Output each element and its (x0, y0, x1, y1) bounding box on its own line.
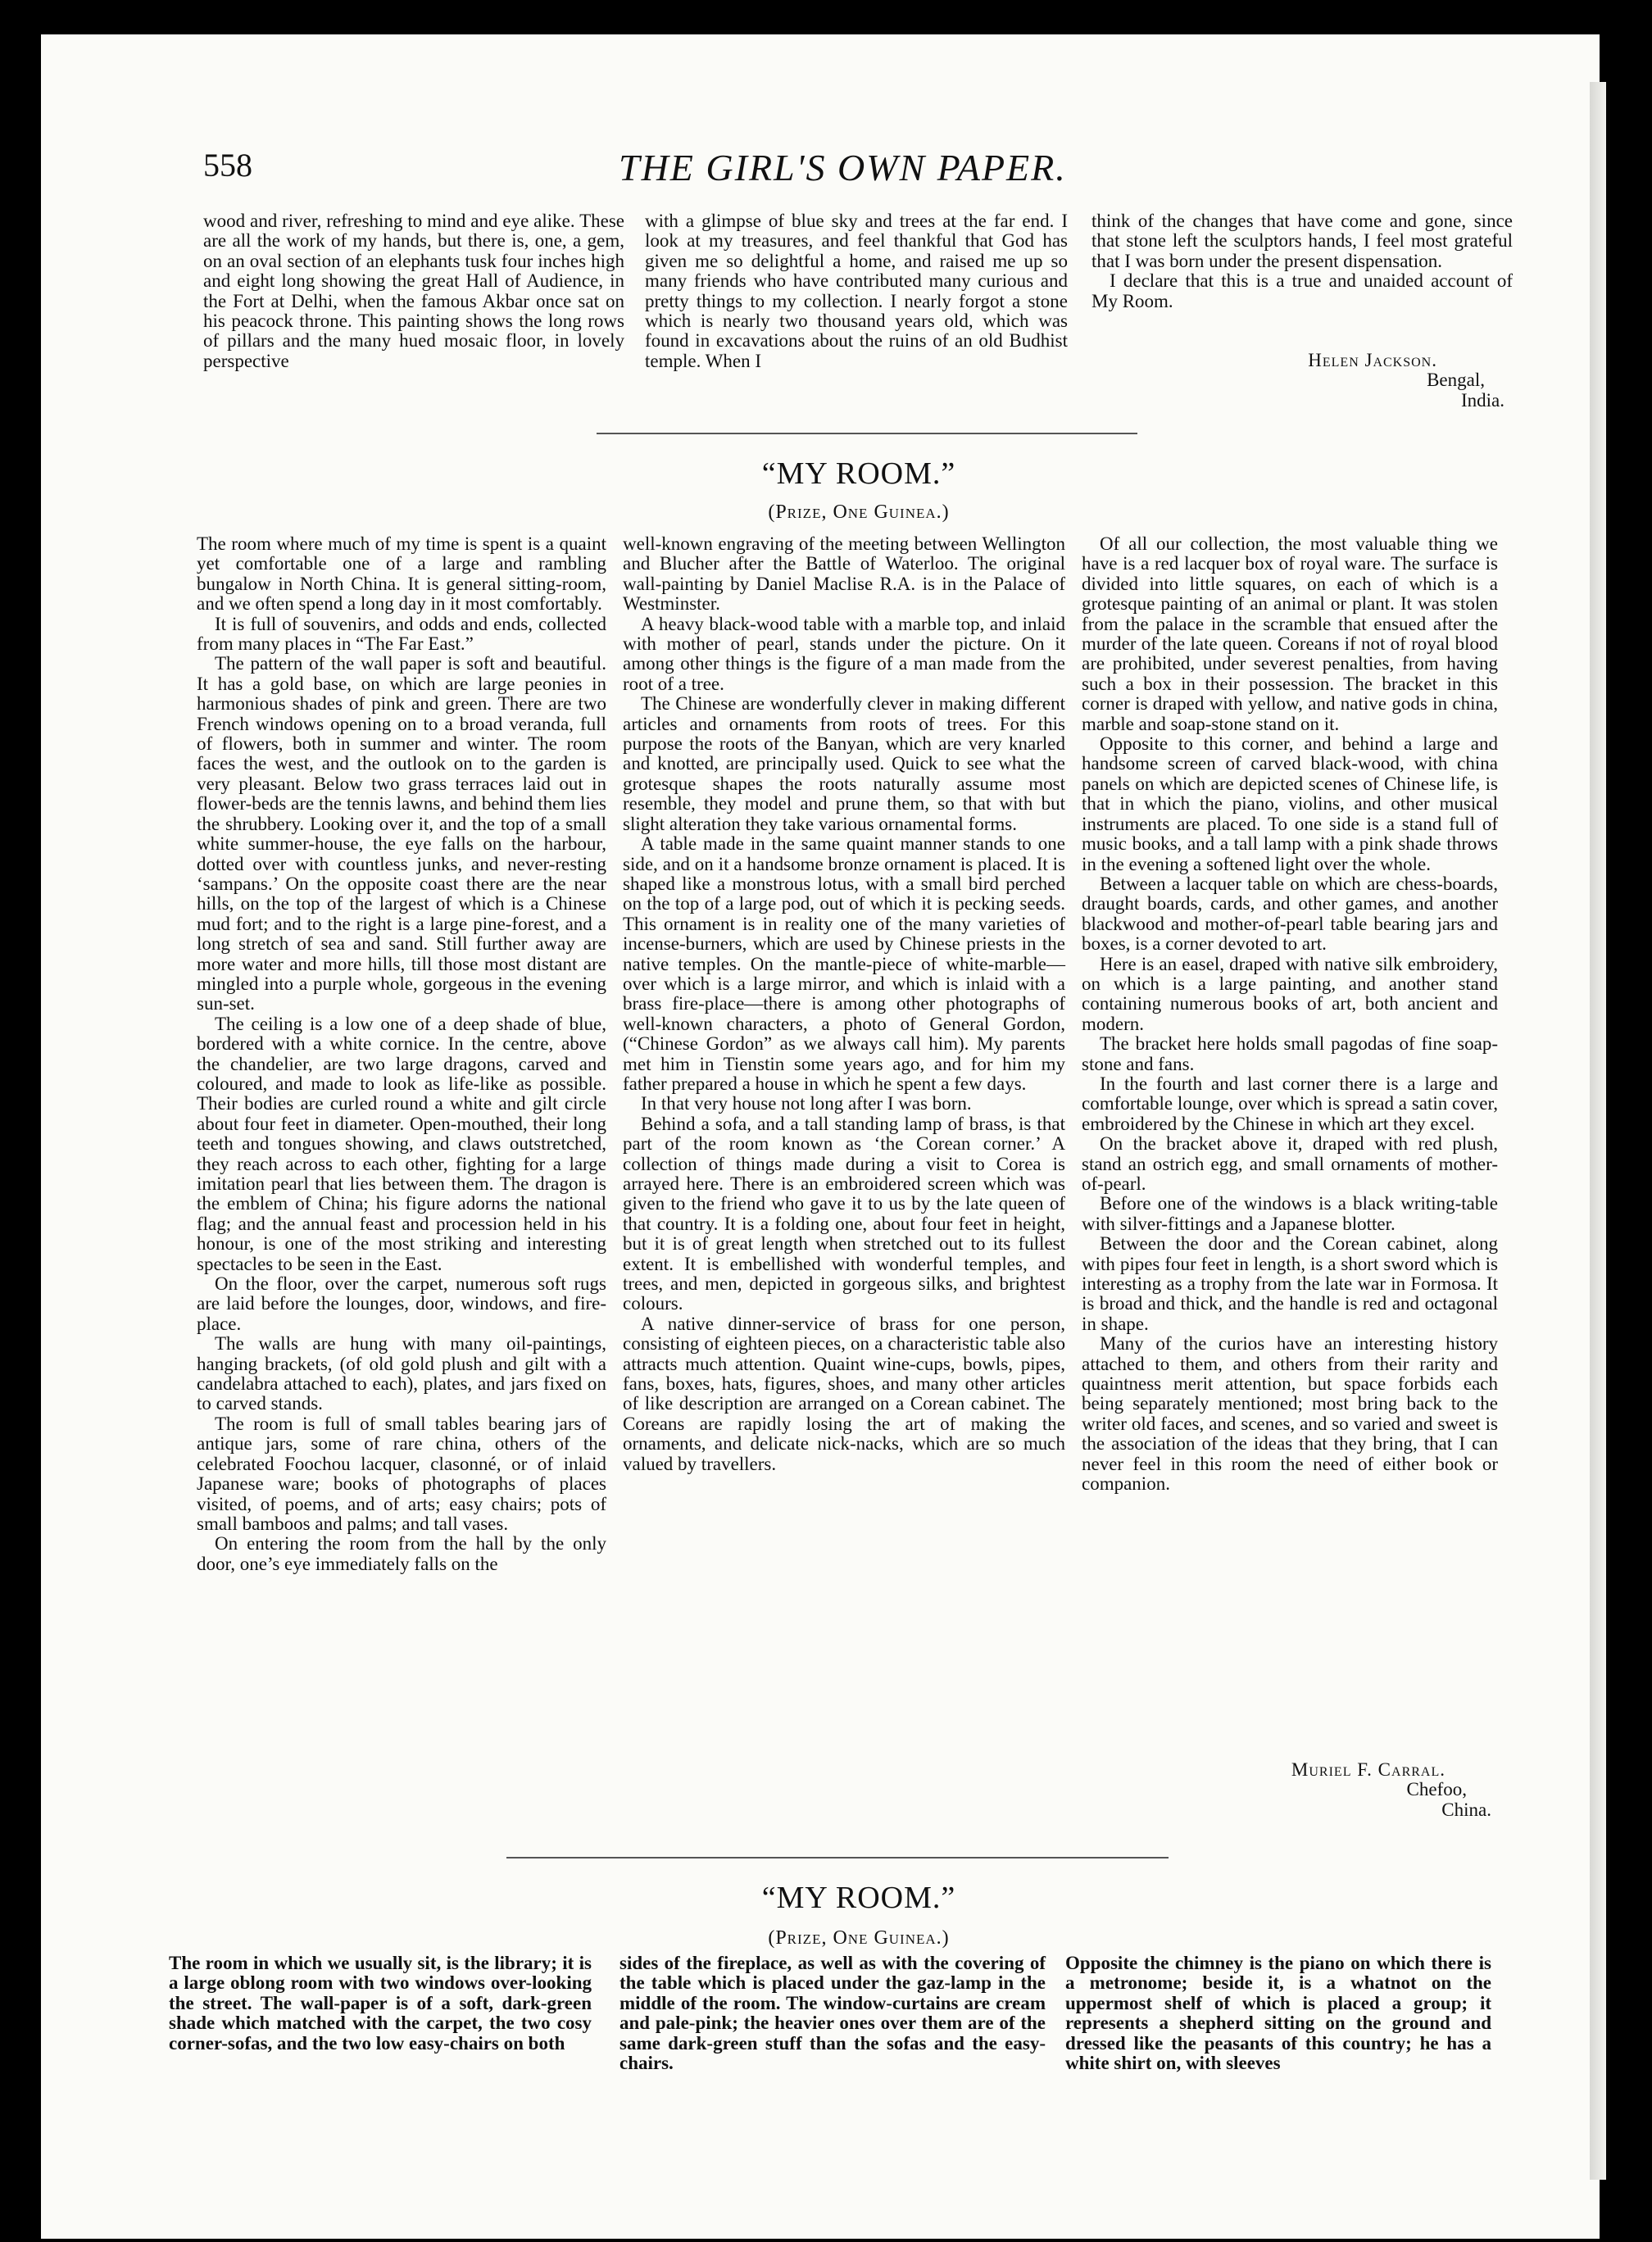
paragraph: The bracket here holds small pagodas of fine soap-stone and fans. (1082, 1033, 1498, 1074)
paragraph: On the floor, over the carpet, numerous soft rugs are laid before the lounges, door, windows, and fire-place. (197, 1273, 606, 1334)
running-title: THE GIRL'S OWN PAPER. (619, 147, 1067, 188)
paragraph: In that very house not long after I was born. (641, 1093, 972, 1114)
author-country: India. (1460, 389, 1504, 411)
signature-muriel-carral (1082, 1760, 1491, 1820)
paragraph: On the bracket above it, draped with red plush, stand an ostrich egg, and small ornaments of mother-of-pearl. (1082, 1133, 1498, 1194)
paragraph: Before one of the windows is a black writing-table with silver-fittings and a Japanese blotter. (1082, 1193, 1498, 1234)
author-country: China. (1441, 1799, 1491, 1820)
author-name: Muriel F. Carral. (1291, 1759, 1446, 1780)
paragraph: Behind a sofa, and a tall standing lamp of brass, is that part of the room known as ‘the Corean corner.’ A collection of things made during a visit to Corea is arrayed here. There is an embroidered screen which was given to the friend who gave it to us by the late queen of that country. It is a folding one, about four feet in height, but it is of great length when stretched out to its fullest extent. It is embellished with wonderful temples, and trees, and men, depicted in gorgeous silks, and brightest colours. (623, 1113, 1065, 1314)
paragraph: The ceiling is a low one of a deep shade of blue, bordered with a white cornice. In the centre, above the chandelier, are two large dragons, carved and coloured, and made to look as life-like as possible. Their bodies are curled round a white and gilt circle about four feet in diameter. Open-mouthed, their long teeth and tongues showing, and claws outstretched, they reach across to each other, fighting for a large imitation pearl that lies between them. The dragon is the emblem of China; his figure adorns the national flag; and the annual feast and procession held in his honour, is one of the most striking and interesting spectacles to be seen in the East. (197, 1013, 606, 1274)
paragraph: think of the changes that have come and gone, since that stone left the sculptors hands, I feel most grateful that I was born under the present dispensation. (1092, 211, 1513, 271)
paragraph: Here is an easel, draped with native silk embroidery, on which is a large painting, and another stand containing numerous books of art, both ancient and modern. (1082, 953, 1498, 1034)
top-column-3 (1092, 211, 1513, 311)
paragraph: In the fourth and last corner there is a large and comfortable lounge, over which is spread a satin cover, embroidered by the Chinese in which art they excel. (1082, 1073, 1498, 1134)
article-prize: (Prize, One Guinea.) (768, 502, 950, 523)
paragraph: Between the door and the Corean cabinet, along with pipes four feet in length, is a short sword which is interesting as a trophy from the late war in Formosa. It is broad and thick, and the handle is red and octagonal in shape. (1082, 1233, 1498, 1334)
author-name: Helen Jackson. (1308, 350, 1437, 370)
article-column-1 (169, 1954, 592, 2054)
author-place: Bengal, (1427, 370, 1485, 391)
article-title: “MY ROOM.” (761, 456, 956, 491)
paragraph: Opposite the chimney is the piano on which there is a metronome; beside it, is a whatnot on the uppermost shelf of which is placed a group; it represents a shepherd sitting on the ground and dressed like the peasants of this country; he has a white shirt on, with sleeves (1065, 1953, 1491, 2074)
paragraph: I declare that this is a true and unaided account of My Room. (1092, 270, 1513, 311)
article-column-2 (620, 1954, 1046, 2073)
article-column-2 (623, 534, 1065, 1474)
paragraph: The Chinese are wonderfully clever in making different articles and ornaments from roots of trees. For this purpose the roots of the Banyan, which are very knarled and knotted, are principally used. Quick to see what the grotesque shapes the roots naturally assume most resemble, they model and prune them, so that with but slight alteration they take various ornamental forms. (623, 693, 1065, 834)
paragraph: Between a lacquer table on which are chess-boards, draught boards, cards, and other games, and another blackwood and mother-of-pearl table bearing jars and boxes, is a corner devoted to art. (1082, 873, 1498, 955)
article-prize: (Prize, One Guinea.) (768, 1927, 950, 1949)
paragraph: It is full of souvenirs, and odds and ends, collected from many places in “The Far East.” (197, 613, 606, 655)
page-edge (1590, 82, 1606, 2180)
article-column-3 (1065, 1954, 1491, 2073)
paragraph: The room in which we usually sit, is the library; it is a large oblong room with two windows over-looking the street. The wall-paper is of a soft, dark-green shade which matched with the carpet, the two cosy corner-sofas, and the two low easy-chairs on both (169, 1953, 592, 2054)
paragraph: The room where much of my time is spent is a quaint yet comfortable one of a large and rambling bungalow in North China. It is general sitting-room, and we often spend a long day in it most comfortably. (197, 533, 606, 615)
top-column-2 (645, 211, 1068, 371)
divider-rule (506, 1857, 1169, 1858)
author-place: Chefoo, (1406, 1779, 1467, 1800)
page-number: 558 (203, 147, 252, 184)
paragraph: The room is full of small tables bearing jars of antique jars, some of rare china, others of the celebrated Foochou lacquer, clasonné, or of inlaid Japanese ware; books of photographs of places visited, of poems, and of arts; easy chairs; pots of small bamboos and palms; and tall vases. (197, 1413, 606, 1534)
paragraph: A native dinner-service of brass for one person, consisting of eighteen pieces, on a characteristic table also attracts much attention. Quaint wine-cups, bowls, pipes, fans, boxes, hats, figures, shoes, and many other articles of like description are arranged on a Corean cabinet. The Coreans are rapidly losing the art of making the ornaments, and delicate nick-nacks, which are so much valued by travellers. (623, 1313, 1065, 1474)
paragraph: wood and river, refreshing to mind and eye alike. These are all the work of my hands, but there is, one, a gem, on an oval section of an elephants tusk four inches high and eight long showing the great Hall of Audience, in the Fort at Delhi, when the famous Akbar once sat on his peacock throne. This painting shows the long rows of pillars and the many hued mosaic floor, in lovely perspective (203, 211, 624, 371)
paragraph: Opposite to this corner, and behind a large and handsome screen of carved black-wood, with china panels on which are depicted scenes of Chinese life, is that in which the piano, violins, and other musical instruments are placed. To one side is a stand full of music books, and a tall lamp with a pink shade throws in the evening a softened light over the whole. (1082, 733, 1498, 874)
paragraph: A table made in the same quaint manner stands to one side, and on it a handsome bronze ornament is placed. It is shaped like a monstrous lotus, with a small bird perched on the top of a large pod, out of which it is pecking seeds. This ornament is in reality one of the many varieties of incense-burners, which are used by Chinese priests in the native temples. On the mantle-piece of white-marble—over which is a large mirror, and which is inlaid with a brass fire-place—there is among other photographs of well-known characters, a photo of General Gordon, (“Chinese Gordon” as we always call him). My parents met him in Tienstin some years ago, and for him my father prepared a house in which he spent a few days. (623, 833, 1065, 1094)
paragraph: Of all our collection, the most valuable thing we have is a red lacquer box of royal ware. The surface is divided into little squares, on each of which is a grotesque painting of an animal or plant. It was stolen from the palace in the scramble that ensued after the murder of the late queen. Coreans if not of royal blood are prohibited, under severest penalties, from having such a box in their possession. The bracket in this corner is draped with yellow, and native gods in china, marble and soap-stone stand on it. (1082, 533, 1498, 734)
top-column-1 (203, 211, 624, 371)
paragraph: sides of the fireplace, as well as with the covering of the table which is placed under the gaz-lamp in the middle of the room. The window-curtains are cream and pale-pink; the heavier ones over them are of the same dark-green stuff than the sofas and the easy-chairs. (620, 1953, 1046, 2074)
paragraph: A heavy black-wood table with a marble top, and inlaid with mother of pearl, stands under the picture. On it among other things is the figure of a man made from the root of a tree. (623, 613, 1065, 694)
article-column-3 (1082, 534, 1498, 1495)
paragraph: The walls are hung with many oil-paintings, hanging brackets, (of old gold plush and gilt with a candelabra attached to each), plates, and jars fixed on to carved stands. (197, 1333, 606, 1414)
paragraph: The pattern of the wall paper is soft and beautiful. It has a gold base, on which are large peonies in harmonious shades of pink and green. There are two French windows opening on to a broad veranda, full of flowers, both in summer and winter. The room faces the west, and the outlook on to the garden is very pleasant. Below two grass terraces laid out in flower-beds are the tennis lawns, and behind them lies the shrubbery. Looking over it, and the top of a small white summer-house, the eye falls on the harbour, dotted over with countless junks, and never-resting ‘sampans.’ On the opposite coast there are the near hills, on the top of the largest of which is a Chinese mud fort; and to the right is a large pine-forest, and a long stretch of sea and sand. Still further away are more water and more hills, till those most distant are mingled into a purple whole, gorgeous in the evening sun-set. (197, 653, 606, 1014)
divider-rule (597, 433, 1137, 434)
signature-helen-jackson (1092, 350, 1504, 411)
paragraph: well-known engraving of the meeting between Wellington and Blucher after the Battle of Waterloo. The original wall-painting by Daniel Maclise R.A. is in the Palace of Westminster. (623, 533, 1065, 615)
paragraph: with a glimpse of blue sky and trees at the far end. I look at my treasures, and feel thankful that God has given me so delightful a home, and raised me up so many friends who have contributed many curious and pretty things to my collection. I nearly forgot a stone which is nearly two thousand years old, which was found in excavations about the ruins of an old Budhist temple. When I (645, 211, 1068, 371)
article-column-1 (197, 534, 606, 1574)
article-heading (203, 456, 1514, 538)
article-heading (203, 1880, 1514, 1962)
article-title: “MY ROOM.” (761, 1881, 956, 1915)
paragraph: Many of the curios have an interesting history attached to them, and others from their rarity and quaintness merit attention, but space forbids each being separately mentioned; most bring back to the writer old faces, and scenes, and so varied and sweet is the association of the ideas that they bring, that I can never feel in this room the need of either book or companion. (1082, 1333, 1498, 1495)
paragraph: On entering the room from the hall by the only door, one’s eye immediately falls on the (197, 1533, 606, 1574)
